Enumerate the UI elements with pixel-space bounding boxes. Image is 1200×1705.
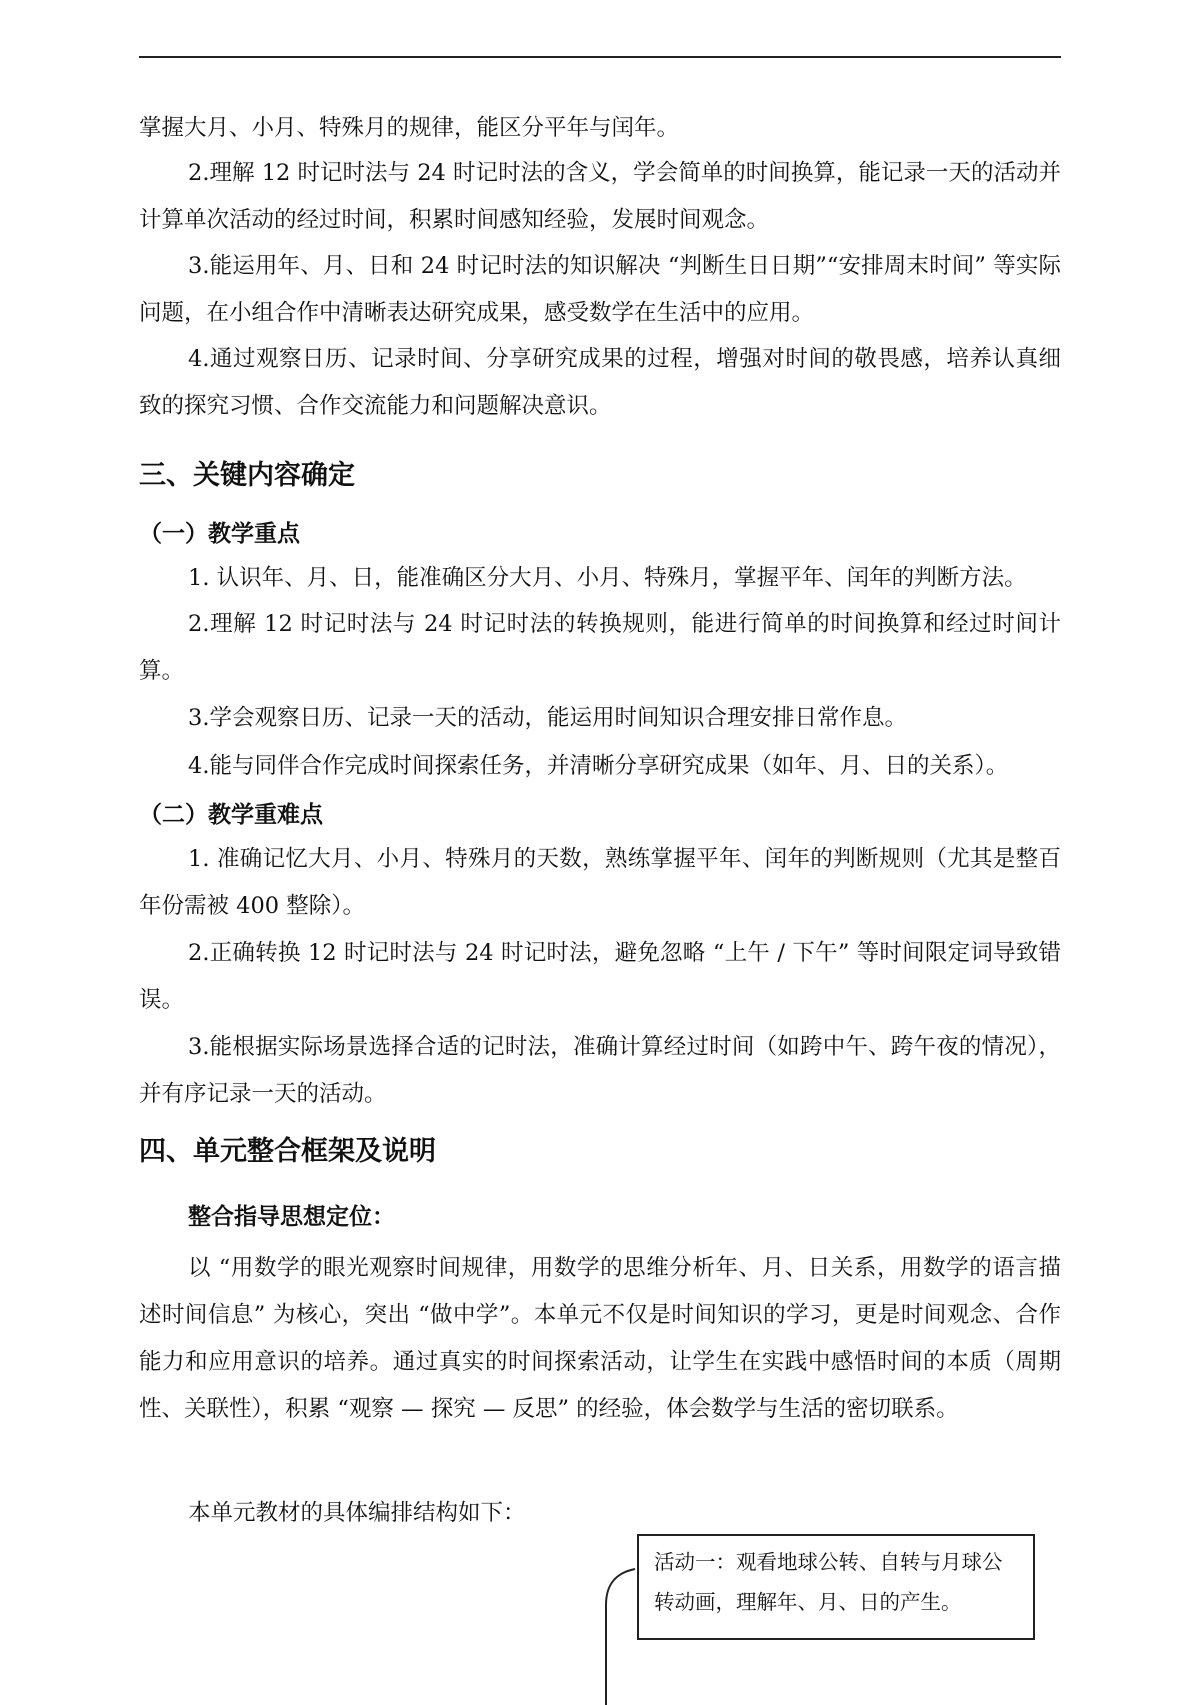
activity-one-text: 活动一：观看地球公转、自转与月球公转动画，理解年、月、日的产生。 [654, 1550, 1003, 1614]
list-item: 3.能根据实际场景选择合适的记时法，准确计算经过时间（如跨中午、跨午夜的情况），并有序记录一天的活动。 [139, 1034, 1061, 1107]
section-heading-key-content: 三、关键内容确定 [139, 460, 355, 491]
paragraph-guiding-idea: 以 “用数学的眼光观察时间规律，用数学的思维分析年、月、日关系，用数学的语言描述时间信息” 为核心，突出 “做中学”。本单元不仅是时间知识的学习，更是时间观念、合作能力和应用意识的培养。通过真实的时间探索活动，让学生在实践中感悟时间的本质（周期性、关联性），积累 “观察 — 探究 — 反思” 的经验，体会数学与生活的密切联系。 [139, 1255, 1061, 1422]
list-item: 3.学会观察日历、记录一天的活动，能运用时间知识合理安排日常作息。 [188, 705, 907, 731]
structure-bracket [595, 1565, 640, 1705]
list-item: 1. 认识年、月、日，能准确区分大月、小月、特殊月，掌握平年、闰年的判断方法。 [188, 565, 1027, 591]
paragraph-objective-1-tail: 掌握大月、小月、特殊月的规律，能区分平年与闰年。 [139, 115, 680, 141]
section-heading-unit-framework: 四、单元整合框架及说明 [139, 1136, 436, 1167]
paragraph-objective-2: 2.理解 12 时记时法与 24 时记时法的含义，学会简单的时间换算，能记录一天的活动并计算单次活动的经过时间，积累时间感知经验，发展时间观念。 [139, 160, 1061, 233]
activity-one-box [637, 1534, 1035, 1640]
list-item: 1. 准确记忆大月、小月、特殊月的天数，熟练掌握平年、闰年的判断规则（尤其是整百年份需被 400 整除）。 [139, 846, 1061, 919]
list-item: 2.正确转换 12 时记时法与 24 时记时法，避免忽略 “上午 / 下午” 等时间限定词导致错误。 [139, 940, 1061, 1013]
list-item: 4.能与同伴合作完成时间探索任务，并清晰分享研究成果（如年、月、日的关系）。 [188, 753, 1009, 779]
paragraph-structure-intro: 本单元教材的具体编排结构如下： [188, 1500, 526, 1526]
header-rule [139, 56, 1061, 58]
subheading-guiding-idea: 整合指导思想定位： [188, 1204, 395, 1230]
paragraph-objective-4: 4.通过观察日历、记录时间、分享研究成果的过程，增强对时间的敬畏感，培养认真细致的探究习惯、合作交流能力和问题解决意识。 [139, 346, 1061, 419]
subheading-teaching-difficulties: （二）教学重难点 [139, 802, 323, 828]
paragraph-objective-3: 3.能运用年、月、日和 24 时记时法的知识解决 “判断生日日期”“安排周末时间” 等实际问题，在小组合作中清晰表达研究成果，感受数学在生活中的应用。 [139, 253, 1061, 326]
list-item: 2.理解 12 时记时法与 24 时记时法的转换规则，能进行简单的时间换算和经过时间计算。 [139, 611, 1061, 684]
subheading-teaching-focus: （一）教学重点 [139, 521, 300, 547]
